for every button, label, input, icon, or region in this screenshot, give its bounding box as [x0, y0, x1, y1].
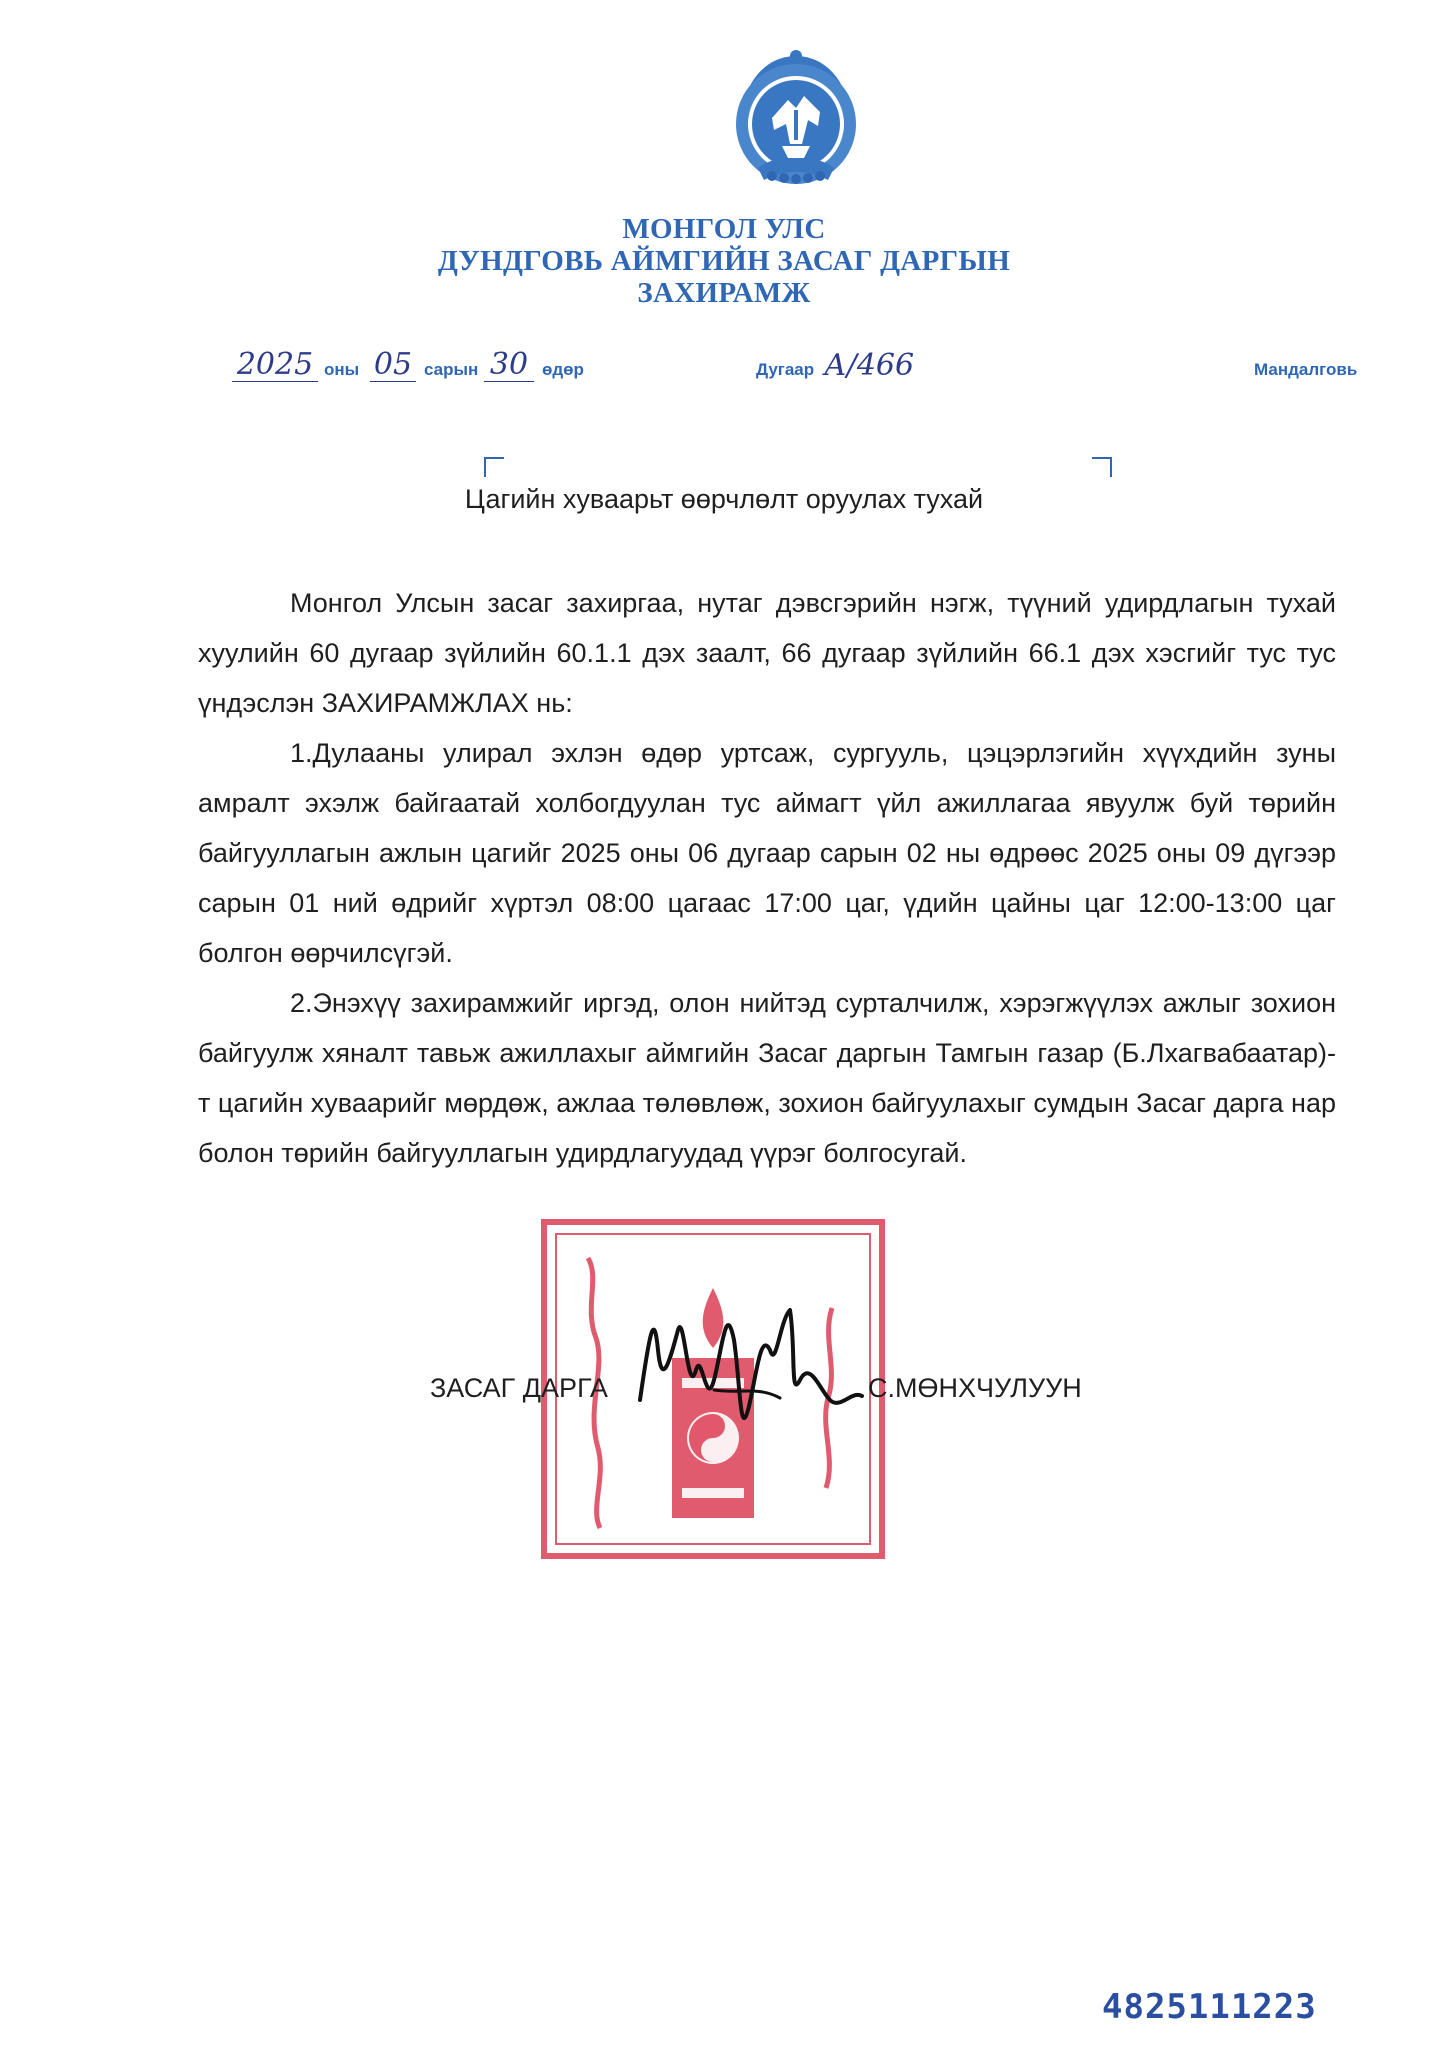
meta-month: 05 [370, 349, 416, 382]
subject-title: Цагийн хуваарьт өөрчлөлт оруулах тухай [464, 484, 984, 514]
meta-day-suffix: өдөр [542, 360, 584, 379]
meta-year: 2025 [232, 349, 318, 382]
meta-number: А/466 [824, 348, 915, 383]
header-doc-type: ЗАХИРАМЖ [637, 277, 811, 309]
document-serial-number: 4825111223 [1102, 1987, 1317, 2027]
signatory-title: ЗАСАГ ДАРГА [430, 1373, 608, 1403]
header-authority: ДУНДГОВЬ АЙМГИЙН ЗАСАГ ДАРГЫН [437, 245, 1011, 277]
signatory-name: С.МӨНХЧУЛУУН [868, 1373, 1082, 1403]
header-country: МОНГОЛ УЛС [622, 213, 826, 245]
body-item-2: 2.Энэхүү захирамжийг иргэд, олон нийтэд сурталчилж, хэрэгжүүлэх ажлыг зохион байгуулж хяналт тавьж ажиллахыг аймгийн Засаг даргын Тамгын газар (Б.Лхагвабаатар)-т цагийн хуваарийг мөрдөж, ажлаа төлөвлөж, зохион байгуулахыг сумдын Засаг дарга нар болон төрийн байгууллагын удирдлагуудад үүрэг болгосугай. [198, 988, 1336, 1168]
handwritten-signature [630, 1290, 870, 1470]
body-preamble: Монгол Улсын засаг захиргаа, нутаг дэвсгэрийн нэгж, түүний удирдлагын тухай хуулийн 60 дугаар зүйлийн 60.1.1 дэх заалт, 66 дугаар зүйлийн 66.1 дэх хэсгийг тус тус үндэслэн ЗАХИРАМЖЛАХ нь: [198, 588, 1336, 718]
document-body [198, 578, 1336, 1178]
meta-year-suffix: оны [324, 360, 360, 379]
meta-number-label: Дугаар [756, 360, 815, 379]
subject-bracket-right [1092, 457, 1112, 477]
state-emblem-icon [728, 48, 864, 208]
meta-row [0, 338, 1448, 388]
subject-bracket-left [484, 457, 504, 477]
meta-day: 30 [484, 349, 534, 382]
meta-place: Мандалговь [1254, 360, 1358, 379]
meta-month-suffix: сарын [424, 360, 479, 379]
body-item-1: 1.Дулааны улирал эхлэн өдөр уртсаж, сургууль, цэцэрлэгийн хүүхдийн зуны амралт эхэлж байгаатай холбогдуулан тус аймагт үйл ажиллагаа явуулж буй төрийн байгууллагын ажлын цагийг 2025 оны 06 дугаар сарын 02 ны өдрөөс 2025 оны 09 дүгээр сарын 01 ний өдрийг хүртэл 08:00 цагаас 17:00 цаг, үдийн цайны цаг 12:00-13:00 цаг болгон өөрчилсүгэй. [198, 738, 1336, 968]
